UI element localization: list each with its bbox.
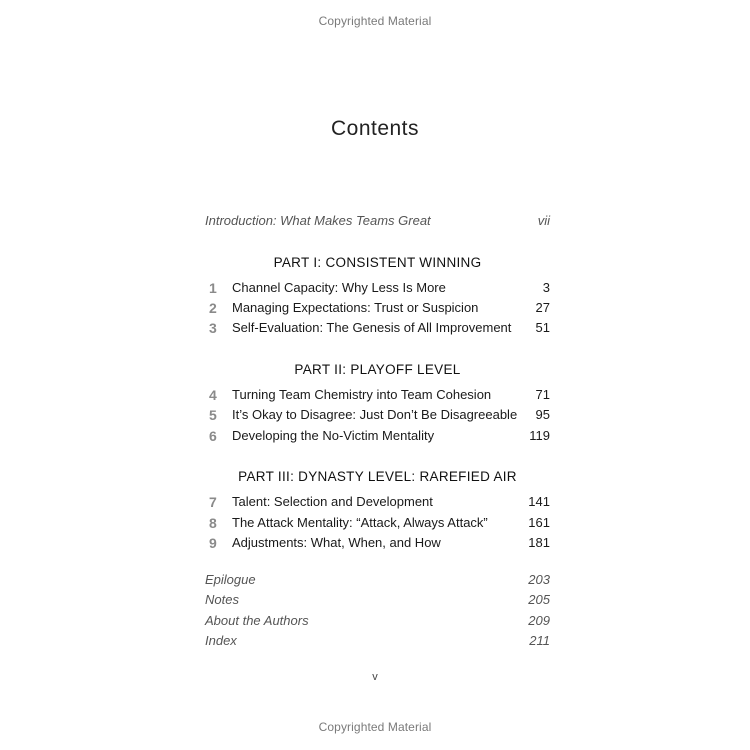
toc-entry-label: Index	[205, 633, 237, 648]
chapter-number: 3	[209, 320, 217, 336]
chapter-number: 7	[209, 494, 217, 510]
toc-chapter-2[interactable]	[205, 298, 550, 318]
toc-notes[interactable]	[205, 590, 550, 610]
toc-entry-label: About the Authors	[205, 613, 309, 628]
chapter-title: Turning Team Chemistry into Team Cohesion	[232, 387, 492, 402]
toc-chapter-1[interactable]	[205, 278, 550, 298]
chapter-page: 27	[535, 300, 550, 315]
chapter-number: 8	[209, 515, 217, 531]
copyright-watermark-bottom: Copyrighted Material	[318, 720, 432, 734]
chapter-number: 1	[209, 280, 217, 296]
toc-index[interactable]	[205, 631, 550, 651]
chapter-number: 6	[209, 428, 217, 444]
chapter-title: It’s Okay to Disagree: Just Don’t Be Disagreeable	[232, 407, 518, 422]
chapter-title: Self-Evaluation: The Genesis of All Improvement	[232, 320, 512, 335]
chapter-page: 181	[528, 535, 550, 550]
part-heading-1: PART I: CONSISTENT WINNING	[273, 255, 482, 270]
toc-chapter-4[interactable]	[205, 385, 550, 405]
chapter-page: 71	[535, 387, 550, 402]
page-title: Contents	[330, 117, 420, 140]
toc-epilogue[interactable]	[205, 570, 550, 590]
chapter-page: 161	[528, 515, 550, 530]
chapter-page: 51	[535, 320, 550, 335]
toc-entry-page: 205	[528, 592, 550, 607]
chapter-title: Channel Capacity: Why Less Is More	[232, 280, 446, 295]
toc-entry-label: Introduction: What Makes Teams Great	[205, 213, 431, 228]
chapter-page: 119	[529, 428, 550, 443]
chapter-page: 141	[528, 494, 550, 509]
copyright-watermark-top: Copyrighted Material	[318, 14, 432, 28]
chapter-title: Developing the No-Victim Mentality	[232, 428, 435, 443]
toc-entry-page: 209	[528, 613, 550, 628]
toc-chapter-3[interactable]	[205, 318, 550, 338]
part-heading-2: PART II: PLAYOFF LEVEL	[294, 362, 461, 377]
part-heading-3: PART III: DYNASTY LEVEL: RAREFIED AIR	[238, 469, 517, 484]
toc-chapter-7[interactable]	[205, 492, 550, 512]
toc-chapter-8[interactable]	[205, 513, 550, 533]
toc-entry-page: 211	[529, 633, 550, 648]
toc-entry-label: Notes	[205, 592, 239, 607]
toc-entry-page: 203	[528, 572, 550, 587]
toc-about-the-authors[interactable]	[205, 611, 550, 631]
toc-chapter-9[interactable]	[205, 533, 550, 553]
toc-chapter-6[interactable]	[205, 426, 550, 446]
toc-entry-page: vii	[537, 213, 550, 228]
chapter-number: 4	[209, 387, 217, 403]
page-number: v	[372, 671, 378, 683]
chapter-title: Managing Expectations: Trust or Suspicion	[232, 300, 479, 315]
chapter-number: 2	[209, 300, 217, 316]
chapter-title: Talent: Selection and Development	[232, 494, 433, 509]
chapter-title: The Attack Mentality: “Attack, Always Attack”	[232, 515, 488, 530]
chapter-page: 3	[542, 280, 550, 295]
toc-chapter-5[interactable]	[205, 405, 550, 425]
toc-entry-label: Epilogue	[205, 572, 256, 587]
chapter-page: 95	[535, 407, 550, 422]
toc-introduction[interactable]	[205, 211, 550, 231]
chapter-number: 5	[209, 407, 217, 423]
chapter-number: 9	[209, 535, 217, 551]
chapter-title: Adjustments: What, When, and How	[232, 535, 441, 550]
